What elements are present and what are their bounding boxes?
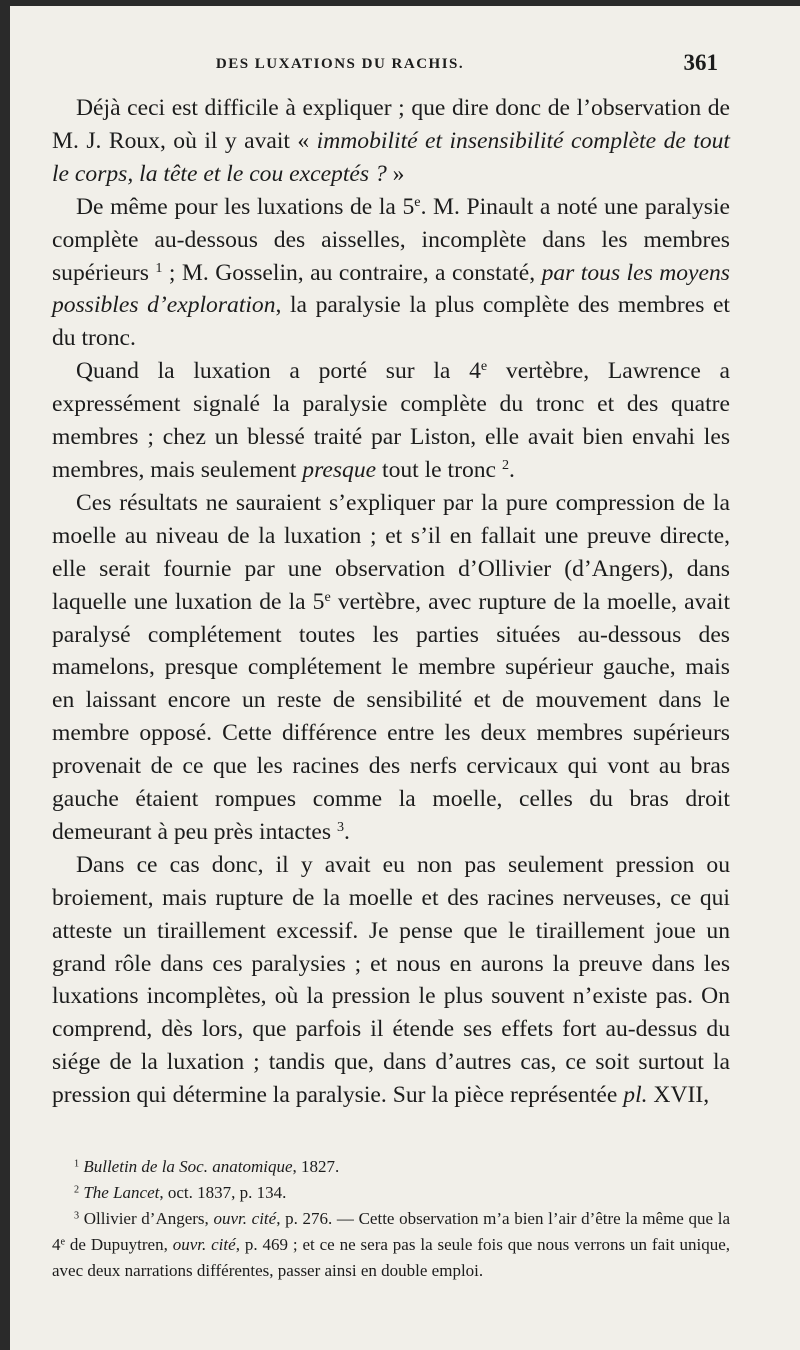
text-run: , p. 276. — Cette observation m’a bien l’air d’être la même que la 4	[52, 1209, 730, 1254]
text-run: Ces résultats ne sauraient s’expliquer par la pure compression de la moelle au niveau de la luxation ; et s’il en fallait une preuve directe, elle serait fournie par une observation d’Ollivier (d’Angers), dans laquelle une luxation de la 5	[52, 489, 730, 615]
text-run: de Dupuytren,	[65, 1235, 173, 1254]
italic-text: ouvr. cité	[213, 1209, 277, 1228]
text-run: ; M. Gosselin, au contraire, a constaté,	[162, 259, 542, 286]
superscript: e	[324, 588, 331, 605]
superscript: 2	[501, 457, 510, 474]
paragraph	[52, 487, 730, 849]
text-run: .	[509, 456, 515, 483]
superscript: e	[60, 1236, 66, 1248]
book-page	[10, 6, 800, 1350]
paragraph	[52, 92, 730, 191]
paragraph	[52, 191, 730, 356]
text-run: vertèbre, avec rupture de la moelle, avait paralysé complétement toutes les parties situées au-dessous des mamelons, presque complétement le membre supérieur gauche, mais en laissant encore un reste de sensibilité et de mouvement dans le membre opposé. Cette différence entre les deux membres supérieurs provenait de ce que les racines des nerfs cervicaux qui vont au bras gauche étaient rompues comme la moelle, celles du bras droit demeurant à peu près intactes	[52, 588, 730, 845]
italic-text: par tous les moyens possibles d’exploration	[52, 259, 730, 319]
text-run: Déjà ceci est difficile à expliquer ; que dire donc de l’observation de M. J. Roux, où il y avait «	[52, 95, 730, 154]
superscript: 1	[155, 259, 163, 276]
text-run: Ollivier d’Angers,	[79, 1209, 214, 1228]
footnote	[52, 1154, 730, 1180]
superscript: 1	[74, 1158, 80, 1170]
text-run: De même pour les luxations de la 5	[76, 193, 415, 220]
superscript: 3	[74, 1210, 80, 1222]
footnote	[52, 1206, 730, 1284]
text-run: , 1827.	[292, 1157, 340, 1176]
text-run: , p. 469 ; et ce ne sera pas la seule fois que nous verrons un fait unique, avec deux narrations différentes, passer ainsi en double emploi.	[52, 1235, 730, 1280]
italic-text: The Lancet	[83, 1183, 160, 1202]
italic-text: presque	[302, 456, 377, 483]
italic-text: immobilité et insensibilité complète de tout le corps, la tête et le cou exceptés ?	[52, 127, 730, 187]
page-header	[10, 50, 800, 80]
text-run: Dans ce cas donc, il y avait eu non pas seulement pression ou broiement, mais rupture de la moelle et des racines nerveuses, ce qui atteste un tiraillement excessif. Je pense que le tiraillement joue un grand rôle dans ces paralysies ; et nous en aurons la preuve dans les luxations incomplètes, où la pression le plus souvent n’existe pas. On comprend, dès lors, que parfois il étende ses effets fort au-dessus du siége de la luxation ; tandis que, dans d’autres cas, ce soit surtout la pression qui détermine la paralysie. Sur la pièce représentée	[52, 851, 730, 1109]
text-run: XVII,	[647, 1082, 710, 1109]
superscript: 2	[74, 1184, 80, 1196]
text-run: , oct. 1837, p. 134.	[159, 1183, 287, 1202]
footnote	[52, 1180, 730, 1206]
text-run: , la paralysie la plus complète des membres et du tronc.	[52, 292, 730, 352]
superscript: 3	[336, 819, 345, 836]
superscript: e	[480, 358, 488, 375]
italic-text: Bulletin de la Soc. anatomique	[83, 1157, 293, 1176]
paragraph	[52, 849, 730, 1112]
superscript: e	[414, 193, 421, 210]
text-run: . M. Pinault a noté une paralysie complète au-dessous des aisselles, incomplète dans les membres supérieurs	[52, 193, 730, 286]
italic-text: ouvr. cité	[172, 1235, 236, 1254]
page-number: 361	[683, 50, 718, 75]
text-run: Quand la luxation a porté sur la 4	[76, 358, 481, 385]
paragraph	[52, 355, 730, 487]
running-head: DES LUXATIONS DU RACHIS.	[215, 56, 465, 72]
text-run: vertèbre, Lawrence a expressément signalé la paralysie complète du tronc et des quatre membres ; chez un blessé traité par Liston, elle avait bien envahi les membres, mais seulement	[52, 358, 731, 483]
body-text	[52, 92, 730, 1112]
text-run: »	[386, 160, 405, 187]
footnotes	[52, 1154, 730, 1284]
italic-text: pl.	[623, 1082, 648, 1109]
text-run: .	[344, 818, 350, 845]
text-run: tout le tronc	[376, 456, 502, 483]
